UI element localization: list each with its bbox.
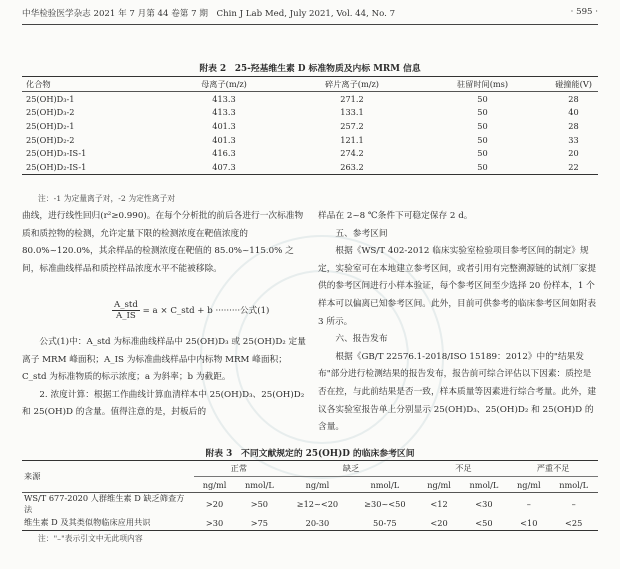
- table-cell: 407.3: [160, 160, 288, 174]
- table-cell: >75: [235, 515, 284, 531]
- unit-header: nmol/L: [549, 477, 598, 493]
- table-cell: 25(OH)D₂-2: [26, 134, 75, 145]
- running-header: [22, 7, 598, 23]
- table-cell: <50: [460, 515, 509, 531]
- table-cell: ≥30~<50: [364, 499, 406, 509]
- table2-col-header: 碰撞能(V): [549, 77, 598, 92]
- table-row: [22, 160, 598, 174]
- table-cell: >50: [250, 499, 269, 509]
- table-row: [22, 92, 598, 106]
- table-cell: 25(OH)D₂-IS-1: [22, 160, 160, 174]
- table-cell: >30: [194, 515, 235, 531]
- table2-col-header: 驻留时间(ms): [416, 77, 549, 92]
- table-cell: 50-75: [351, 515, 418, 531]
- unit-header: ng/ml: [508, 477, 549, 493]
- body-paragraph: 根据《GB/T 22576.1-2018/ISO 15189：2012》中的"结果发布"部分进行检测结果的报告发布，报告前可综合评估以下因素：质控是否在控，与此前结果是否一致，样本质量等因素进行综合考量。此外，建议各实验室报告单上分别显示 25(OH)D₃、25(OH)D₂ 和 25(OH)D 的含量。: [318, 351, 596, 433]
- table2-note: 注：-1 为定量离子对，-2 为定性离子对: [38, 194, 176, 203]
- section-heading: 五、参考区间: [335, 228, 388, 239]
- table-row: [22, 133, 598, 147]
- body-paragraph: 曲线，进行线性回归(r²≥0.990)。在每个分析批的前后各进行一次标准物质和质控物的检测，允许定量下限的检测浓度在靶值浓度的 80.0%~120.0%，其余样品的检测浓度在靶值的 85.0%~115.0% 之间，标准曲线样品和质控样品浓度水平不能被移除。: [22, 211, 304, 274]
- table-cell: <20: [419, 515, 460, 531]
- table-cell: 50: [416, 160, 549, 174]
- unit-header: nmol/L: [235, 477, 284, 493]
- table-cell: 20: [568, 148, 579, 159]
- table-cell: <12: [430, 499, 448, 509]
- table-cell: 413.3: [212, 107, 236, 118]
- table-cell: 50: [477, 93, 488, 104]
- table-cell: 413.3: [212, 93, 236, 104]
- table-cell: 263.2: [288, 160, 416, 174]
- table2-caption: 附表 2 25-羟基维生素 D 标准物质及内标 MRM 信息: [199, 64, 421, 74]
- table-cell: 25(OH)D₃-IS-1: [26, 148, 87, 159]
- body-paragraph: 样品在 2~8 ℃条件下可稳定保存 2 d。: [318, 211, 473, 221]
- table-cell: 22: [549, 160, 598, 174]
- table3-note: 注："–"表示引文中无此项内容: [38, 534, 143, 543]
- table-cell: –: [571, 499, 576, 509]
- table3-group-header: 不足: [419, 461, 509, 477]
- table-cell: 50: [477, 134, 488, 145]
- table2: [22, 76, 598, 175]
- table-cell: 416.3: [212, 148, 236, 159]
- table-cell: 401.3: [212, 134, 236, 145]
- table-cell: 25(OH)D₃-2: [26, 107, 75, 118]
- body-paragraph: 根据《WS/T 402-2012 临床实验室检验项目参考区间的制定》规定，实验室可在本地建立参考区间，或者引用有完整溯源链的试剂厂家提供的参考区间进行小样本验证，每个参考区间至少选择 20 份样本，1 个样本可以偏离已知参考区间。此外，目前可供参考的临床参考区间如附表 3 所示。: [318, 246, 596, 327]
- body-paragraph: 2. 浓度计算：根据工作曲线计算血清样本中 25(OH)D₃、25(OH)D₂ 和 25(OH)D 的含量。值得注意的是，封板后的: [22, 389, 305, 418]
- table3-source-header: 来源: [22, 461, 194, 493]
- formula-denominator: A_IS: [116, 311, 136, 321]
- journal-citation: 中华检验医学杂志 2021 年 7 月第 44 卷第 7 期 Chin J Lab Med, July 2021, Vol. 44, No. 7: [22, 9, 396, 19]
- table3-caption: 附表 3 不同文献规定的 25(OH)D 的临床参考区间: [205, 449, 415, 459]
- table-cell: 271.2: [340, 93, 364, 104]
- table-row: [22, 515, 598, 531]
- table2-col-header: 母离子(m/z): [160, 77, 288, 92]
- table-cell: 274.2: [340, 148, 364, 159]
- table-cell: 40: [568, 107, 579, 118]
- formula-numerator: A_std: [114, 300, 138, 310]
- table2-header-row: [22, 77, 598, 92]
- table-cell: 25(OH)D₃-1: [26, 93, 75, 104]
- table-cell: ≥12~<20: [296, 499, 339, 509]
- table-cell: 257.2: [340, 120, 364, 131]
- table-cell: 121.1: [340, 134, 364, 145]
- section-heading: 六、报告发布: [335, 334, 388, 345]
- table-cell: >20: [205, 499, 224, 509]
- table2-col-header: 化合物: [22, 77, 160, 92]
- table-cell: 28: [568, 120, 579, 131]
- table-cell: 33: [568, 134, 579, 145]
- table-cell: <30: [475, 499, 493, 509]
- formula-1: [112, 300, 269, 321]
- table-cell: 401.3: [212, 120, 236, 131]
- table3-group-header: 正常: [194, 461, 284, 477]
- table-cell: 50: [477, 107, 488, 118]
- formula-rhs: = a × C_std + b ·········公式(1): [142, 306, 270, 316]
- unit-header: ng/ml: [284, 477, 351, 493]
- table-cell: 维生素 D 及其类似物临床应用共识: [22, 515, 194, 531]
- table-cell: –: [526, 499, 531, 509]
- table-row: [22, 146, 598, 160]
- table-cell: <10: [508, 515, 549, 531]
- formula-fraction: [112, 300, 140, 321]
- unit-header: nmol/L: [460, 477, 509, 493]
- right-column: [318, 208, 598, 437]
- body-paragraph: 公式(1)中：A_std 为标准曲线样品中 25(OH)D₃ 或 25(OH)D₂ 定量离子 MRM 峰面积；A_IS 为标准曲线样品中内标物 MRM 峰面积；C_std 为标准物质的标示浓度；a 为斜率；b 为截距。: [22, 337, 306, 383]
- table-cell: 20-30: [284, 515, 351, 531]
- header-rule: [22, 24, 598, 25]
- left-column: [22, 208, 306, 278]
- table-row: [22, 493, 598, 516]
- table-cell: 28: [568, 93, 579, 104]
- table-cell: <25: [549, 515, 598, 531]
- table2-col-header: 碎片离子(m/z): [288, 77, 416, 92]
- table3-group-row: [22, 461, 598, 477]
- table-cell: 133.1: [340, 107, 364, 118]
- table-row: [22, 106, 598, 120]
- unit-header: ng/ml: [194, 477, 235, 493]
- table3-group-header: 严重不足: [508, 461, 598, 477]
- table-cell: 50: [477, 120, 488, 131]
- page-number: · 595 ·: [570, 7, 598, 17]
- unit-header: ng/ml: [419, 477, 460, 493]
- table3: [22, 460, 598, 531]
- table-cell: 25(OH)D₂-1: [26, 120, 75, 131]
- table3-group-header: 缺乏: [284, 461, 419, 477]
- left-column-lower: [22, 334, 306, 422]
- table-row: [22, 119, 598, 133]
- unit-header: nmol/L: [351, 477, 418, 493]
- table-cell: 50: [477, 148, 488, 159]
- table-cell: WS/T 677-2020 人群维生素 D 缺乏筛查方法: [24, 493, 185, 514]
